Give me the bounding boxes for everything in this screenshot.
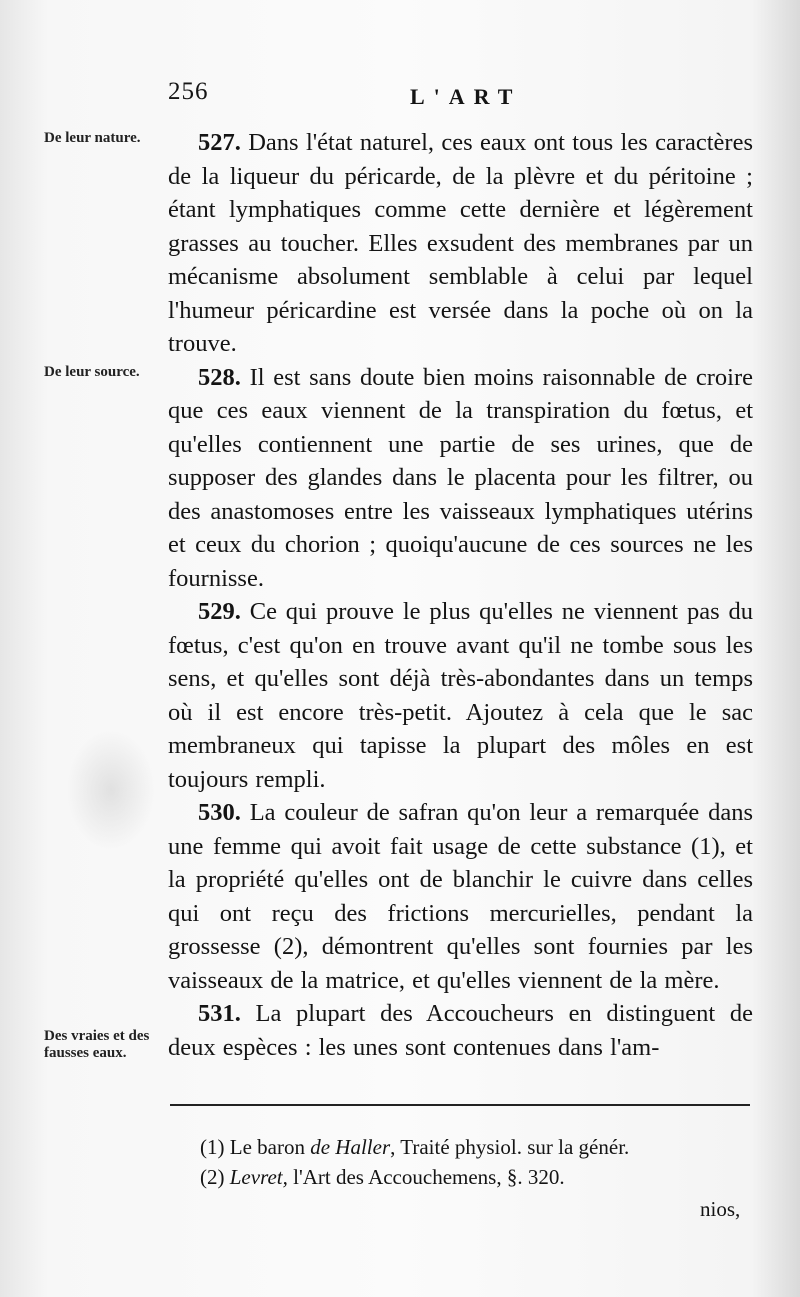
paragraph-528 bbox=[168, 361, 753, 596]
paragraph-text: La couleur de safran qu'on leur a remarquée dans une femme qui avoit fait usage de cette substance (1), et la propriété qu'elles ont de blanchir le cuivre dans celles qui ont reçu des frictions mercurielles, pendant la grossesse (2), démontrent qu'elles sont fournies par les vaisseaux de la matrice, et qu'elles viennent de la mère. bbox=[168, 799, 754, 994]
footnote-prefix: Le baron bbox=[229, 1135, 305, 1159]
paragraph-number: 530. bbox=[198, 799, 241, 826]
body-text bbox=[168, 126, 753, 1064]
paragraph-text: Ce qui prouve le plus qu'elles ne viennent pas du fœtus, c'est qu'on en trouve avant qu'il ne tombe sous les sens, et qu'elles sont déjà très-abondantes dans un temps où il est encore très-petit. Ajoutez à cela que le sac membraneux qui tapisse la plupart des môles en est toujours rempli. bbox=[168, 598, 753, 793]
paragraph-number: 528. bbox=[198, 363, 241, 391]
paragraph-text: Il est sans doute bien moins raisonnable de croire que ces eaux viennent de la transpiration du fœtus, et qu'elles contiennent une partie de ses urines, que de supposer des glandes dans le placenta pour les filtrer, ou des anastomoses entre les vaisseaux lymphatiques utérins et ceux du chorion ; quoiqu'aucune de ces sources ne les fournisse. bbox=[168, 363, 754, 592]
footnote-2 bbox=[200, 1162, 760, 1192]
footnotes bbox=[200, 1132, 760, 1192]
paragraph-527 bbox=[168, 126, 753, 361]
page-header bbox=[0, 78, 800, 118]
margin-note-nature: De leur nature. bbox=[44, 130, 141, 146]
footnote-marker: (1) bbox=[200, 1135, 225, 1159]
paragraph-number: 527. bbox=[198, 129, 241, 156]
paragraph-number: 529. bbox=[198, 598, 241, 625]
footnote-rule bbox=[170, 1104, 750, 1106]
margin-note-eaux: Des vraies et des fausses eaux. bbox=[44, 1028, 150, 1061]
footnote-1 bbox=[200, 1132, 760, 1162]
footnote-text: l'Art des Accouchemens, §. 320. bbox=[287, 1165, 565, 1189]
paragraph-text: Dans l'état naturel, ces eaux ont tous les caractères de la liqueur du péricarde, de la plèvre et du péritoine ; étant lymphatiques comme cette dernière et légèrement grasses au toucher. Elles exsudent des membranes par un mécanisme absolument semblable à celui par lequel l'humeur péricardine est versée dans la poche où on la trouve. bbox=[168, 129, 753, 357]
footnote-marker: (2) bbox=[200, 1165, 225, 1189]
paragraph-text: La plupart des Accoucheurs en distinguent de deux espèces : les unes sont contenues dans l'am- bbox=[168, 1000, 754, 1061]
footnote-text: , Traité physiol. sur la génér. bbox=[390, 1135, 630, 1159]
paragraph-530 bbox=[168, 796, 753, 997]
running-head: L'ART bbox=[410, 84, 522, 109]
paragraph-531 bbox=[168, 997, 753, 1064]
paragraph-529 bbox=[168, 595, 753, 796]
paragraph-number: 531. bbox=[198, 1000, 241, 1027]
page-number: 256 bbox=[168, 78, 209, 105]
paper-stain bbox=[66, 730, 156, 850]
margin-note-source: De leur source. bbox=[44, 364, 140, 380]
footnote-author: Levret, bbox=[229, 1165, 288, 1189]
footnote-author: de Haller bbox=[310, 1135, 391, 1159]
catchword: nios, bbox=[700, 1197, 741, 1221]
